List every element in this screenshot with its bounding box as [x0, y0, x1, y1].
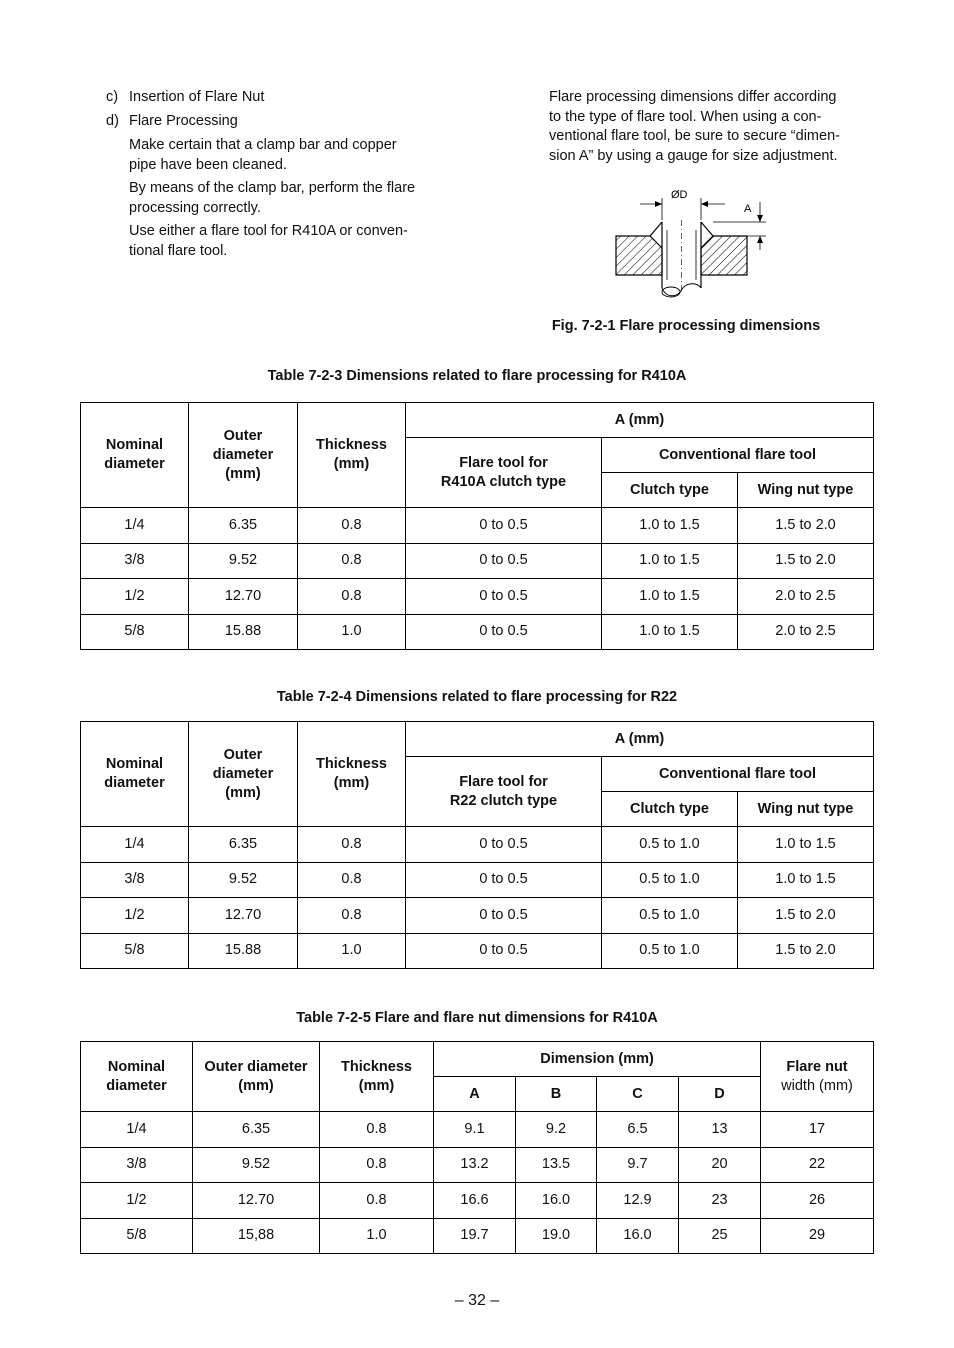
cell: 0 to 0.5 [406, 933, 602, 969]
cell: 13.5 [516, 1147, 597, 1183]
page-number: – 32 – [454, 1292, 500, 1309]
cell: 6.35 [193, 1112, 320, 1148]
cell: 19.0 [516, 1218, 597, 1254]
cell: 1.0 [298, 614, 406, 650]
paragraph-tool [129, 222, 459, 261]
figure-caption: Fig. 7-2-1 Flare processing dimensions [551, 318, 821, 334]
cell: 12.9 [597, 1183, 679, 1219]
cell: 6.35 [189, 508, 298, 544]
cell: 1.5 to 2.0 [738, 933, 874, 969]
cell: 0.8 [298, 579, 406, 615]
cell: 3/8 [81, 862, 189, 898]
header-clutch: Clutch type [602, 792, 738, 827]
item-c-label: c) [106, 89, 119, 105]
left-die-block [616, 236, 662, 275]
item-d-text: Flare Processing [129, 113, 238, 129]
cell: 9.2 [516, 1112, 597, 1148]
cell: 0.5 to 1.0 [602, 933, 738, 969]
cell: 19.7 [434, 1218, 516, 1254]
table3-caption: Table 7-2-5 Flare and flare nut dimensions for R410A [296, 1010, 658, 1026]
cell: 12.70 [193, 1183, 320, 1219]
table-row [81, 933, 874, 969]
header-thickness: Thickness (mm) [298, 722, 406, 827]
header-dim-c: C [597, 1077, 679, 1112]
cell: 0.5 to 1.0 [602, 898, 738, 934]
cell: 15,88 [193, 1218, 320, 1254]
cell: 1.0 to 1.5 [738, 862, 874, 898]
cell: 2.0 to 2.5 [738, 579, 874, 615]
cell: 1/2 [81, 898, 189, 934]
paragraph-line: pipe have been cleaned. [129, 156, 288, 173]
cell: 9.1 [434, 1112, 516, 1148]
item-d-label: d) [106, 113, 119, 129]
table-row [81, 862, 874, 898]
paragraph-line: By means of the clamp bar, perform the flare [129, 180, 416, 196]
cell: 6.5 [597, 1112, 679, 1148]
cell: 20 [679, 1147, 761, 1183]
label-a: A [744, 203, 752, 215]
header-conventional: Conventional flare tool [602, 438, 874, 473]
cell: 1.0 to 1.5 [602, 614, 738, 650]
cell: 0 to 0.5 [406, 827, 602, 863]
cell: 1.0 [320, 1218, 434, 1254]
cell: 0.8 [298, 862, 406, 898]
cell: 0 to 0.5 [406, 508, 602, 544]
header-conventional: Conventional flare tool [602, 757, 874, 792]
table-row [81, 614, 874, 650]
arrow-head [757, 236, 763, 243]
table-row [81, 508, 874, 544]
arrow-head [701, 201, 708, 207]
header-dim-a: A [434, 1077, 516, 1112]
cell: 5/8 [81, 1218, 193, 1254]
table-row [81, 1147, 874, 1183]
table-r410a-flare [80, 402, 874, 650]
paragraph-line: processing correctly. [129, 199, 261, 216]
flare-diagram [600, 180, 780, 305]
cell: 17 [761, 1112, 874, 1148]
cell: 26 [761, 1183, 874, 1219]
header-outer: Outer diameter (mm) [189, 722, 298, 827]
header-wing: Wing nut type [738, 473, 874, 508]
header-thickness: Thickness (mm) [298, 403, 406, 508]
cell: 9.52 [193, 1147, 320, 1183]
cell: 0.8 [320, 1147, 434, 1183]
cell: 1.0 to 1.5 [602, 508, 738, 544]
table-row [81, 1112, 874, 1148]
cell: 1.0 [298, 933, 406, 969]
cell: 13 [679, 1112, 761, 1148]
header-dimension: Dimension (mm) [434, 1042, 761, 1077]
table1-caption: Table 7-2-3 Dimensions related to flare processing for R410A [267, 368, 687, 384]
cell: 0.8 [320, 1183, 434, 1219]
header-wing: Wing nut type [738, 792, 874, 827]
table-row [81, 579, 874, 615]
header-dim-b: B [516, 1077, 597, 1112]
cell: 0 to 0.5 [406, 579, 602, 615]
cell: 0.8 [298, 508, 406, 544]
cell: 0.8 [298, 898, 406, 934]
label-diameter: ØD [671, 189, 688, 201]
cell: 0 to 0.5 [406, 862, 602, 898]
cell: 15.88 [189, 933, 298, 969]
header-nominal: Nominal diameter [81, 722, 189, 827]
cell: 16.0 [516, 1183, 597, 1219]
cell: 1/2 [81, 579, 189, 615]
arrow-head [757, 215, 763, 222]
cell: 1.5 to 2.0 [738, 508, 874, 544]
cell: 16.0 [597, 1218, 679, 1254]
cell: 1.0 to 1.5 [602, 543, 738, 579]
flare-note-line: to the type of flare tool. When using a con- [549, 108, 822, 125]
table2-caption: Table 7-2-4 Dimensions related to flare processing for R22 [276, 689, 678, 705]
table-r410a-nut [80, 1041, 874, 1254]
cell: 1.5 to 2.0 [738, 898, 874, 934]
cell: 12.70 [189, 898, 298, 934]
cell: 5/8 [81, 933, 189, 969]
flare-note-line: sion A” by using a gauge for size adjustment. [549, 147, 838, 164]
cell: 0.5 to 1.0 [602, 827, 738, 863]
paragraph-line: Use either a flare tool for R410A or conven- [129, 223, 408, 239]
cell: 0 to 0.5 [406, 614, 602, 650]
paragraph-clamp [129, 179, 459, 218]
header-nominal: Nominal diameter [81, 403, 189, 508]
cell: 0.8 [320, 1112, 434, 1148]
cell: 0.5 to 1.0 [602, 862, 738, 898]
cell: 29 [761, 1218, 874, 1254]
table-row [81, 827, 874, 863]
right-die-block [701, 236, 747, 275]
header-flare-tool: Flare tool for R22 clutch type [406, 757, 602, 827]
table-row [81, 1218, 874, 1254]
cell: 22 [761, 1147, 874, 1183]
cell: 9.52 [189, 543, 298, 579]
header-outer: Outer diameter (mm) [189, 403, 298, 508]
cell: 0 to 0.5 [406, 898, 602, 934]
item-c-text: Insertion of Flare Nut [129, 89, 265, 105]
paragraph-clean [129, 136, 459, 175]
cell: 6.35 [189, 827, 298, 863]
header-outer: Outer diameter (mm) [193, 1042, 320, 1112]
flare-note-line: Flare processing dimensions differ according [549, 89, 837, 105]
cell: 1.0 to 1.5 [602, 579, 738, 615]
cell: 25 [679, 1218, 761, 1254]
header-dim-d: D [679, 1077, 761, 1112]
flare-note [549, 88, 879, 166]
paragraph-line: Make certain that a clamp bar and copper [129, 137, 397, 153]
cell: 1.5 to 2.0 [738, 543, 874, 579]
header-flare-tool: Flare tool for R410A clutch type [406, 438, 602, 508]
header-nominal: Nominal diameter [81, 1042, 193, 1112]
cell: 3/8 [81, 1147, 193, 1183]
cell: 1/4 [81, 508, 189, 544]
header-a: A (mm) [406, 403, 874, 438]
cell: 0.8 [298, 827, 406, 863]
cell: 2.0 to 2.5 [738, 614, 874, 650]
cell: 0 to 0.5 [406, 543, 602, 579]
header-clutch: Clutch type [602, 473, 738, 508]
cell: 16.6 [434, 1183, 516, 1219]
cell: 23 [679, 1183, 761, 1219]
cell: 15.88 [189, 614, 298, 650]
table-row [81, 898, 874, 934]
paragraph-line: tional flare tool. [129, 242, 228, 259]
header-a: A (mm) [406, 722, 874, 757]
header-thickness: Thickness (mm) [320, 1042, 434, 1112]
cell: 1.0 to 1.5 [738, 827, 874, 863]
cell: 0.8 [298, 543, 406, 579]
cell: 13.2 [434, 1147, 516, 1183]
cell: 1/4 [81, 1112, 193, 1148]
table-r22-flare [80, 721, 874, 969]
cell: 5/8 [81, 614, 189, 650]
cell: 12.70 [189, 579, 298, 615]
table-row [81, 1183, 874, 1219]
cell: 1/4 [81, 827, 189, 863]
arrow-head [655, 201, 662, 207]
cell: 9.52 [189, 862, 298, 898]
table-row [81, 543, 874, 579]
header-flare-nut: Flare nut width (mm) [761, 1042, 874, 1112]
cell: 9.7 [597, 1147, 679, 1183]
flare-note-line: ventional flare tool, be sure to secure “dimen- [549, 128, 840, 144]
cell: 1/2 [81, 1183, 193, 1219]
cell: 3/8 [81, 543, 189, 579]
